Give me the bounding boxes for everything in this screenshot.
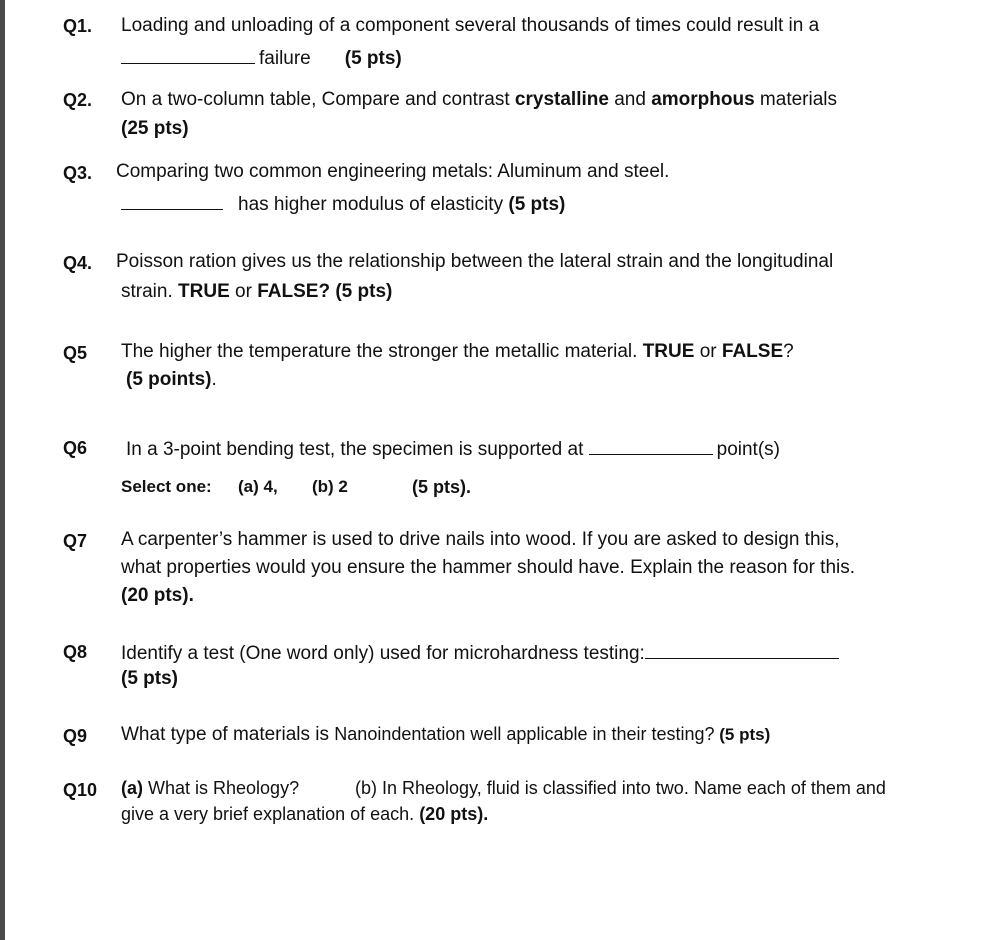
q2-text-b: and	[608, 89, 652, 110]
q6-option-b[interactable]: (b) 2	[312, 477, 348, 496]
q10-line2	[121, 804, 488, 825]
q5-false: FALSE	[721, 341, 784, 362]
q5-number: Q5	[63, 343, 88, 363]
q5-text-main: The higher the temperature the stronger the metallic material.	[121, 341, 643, 362]
q9-text	[121, 724, 770, 746]
q8-text	[121, 640, 839, 665]
q10-a-label: (a)	[121, 778, 143, 798]
q4-points: ? (5 pts)	[318, 281, 393, 302]
q10-part-a	[121, 778, 299, 799]
q3-text: Comparing two common engineering metals: Aluminum and steel.	[116, 161, 670, 182]
q1-line2	[121, 45, 402, 70]
q6-text-main: In a 3-point bending test, the specimen is supported at	[126, 439, 589, 460]
q5-period: .	[211, 369, 217, 390]
q6-points: (5 pts).	[412, 477, 472, 497]
q3-after-blank: has higher modulus of elasticity	[238, 194, 504, 215]
q6-option-a[interactable]: (a) 4,	[238, 477, 278, 496]
q7-number: Q7	[63, 531, 88, 551]
q10-a-text: What is Rheology?	[143, 778, 300, 798]
q9-number: Q9	[63, 726, 88, 746]
q6-select-label: Select one:	[121, 477, 212, 496]
q2-crystalline: crystalline	[514, 89, 609, 110]
q4-false: FALSE	[257, 281, 319, 302]
q9-text-b: Nanoindentation well applicable in their testing?	[334, 724, 715, 744]
q4-text2: strain.	[121, 281, 179, 302]
q8-text-main: Identify a test (One word only) used for microhardness testing:	[121, 643, 645, 664]
q7-points: (20 pts).	[121, 585, 194, 606]
q2-points: (25 pts)	[121, 118, 189, 139]
q6-number: Q6	[63, 438, 88, 458]
q3-line2	[121, 191, 565, 216]
q7-line1: A carpenter’s hammer is used to drive nails into wood. If you are asked to design this,	[121, 529, 840, 550]
q4-number: Q4.	[63, 253, 93, 273]
q4-or: or	[229, 281, 258, 302]
q10-number: Q10	[63, 780, 98, 800]
q1-text: Loading and unloading of a component several thousands of times could result in a	[121, 15, 820, 36]
q5-or: or	[694, 341, 722, 362]
q5-line2	[126, 369, 217, 391]
q5-qmark: ?	[783, 341, 794, 362]
q4-true: TRUE	[178, 281, 230, 302]
q2-amorphous: amorphous	[651, 89, 755, 110]
q8-answer-blank[interactable]	[645, 640, 839, 659]
q1-answer-blank[interactable]	[121, 45, 255, 64]
q10-part-b: (b) In Rheology, fluid is classified into two. Name each of them and	[355, 778, 886, 798]
q6-after-blank: point(s)	[716, 439, 780, 460]
q1-number: Q1.	[63, 16, 93, 36]
q5-true: TRUE	[642, 341, 695, 362]
q9-points: (5 pts)	[714, 725, 771, 744]
q2-text-a: On a two-column table, Compare and contrast	[121, 89, 515, 110]
q1-points: (5 pts)	[344, 48, 402, 69]
q6-answer-blank[interactable]	[589, 436, 713, 455]
q2-text	[121, 89, 837, 111]
q10-line2-text: give a very brief explanation of each.	[121, 804, 420, 824]
q9-text-a: What type of materials is	[121, 724, 335, 745]
q1-after-blank: failure	[259, 48, 311, 69]
q5-points: (5 points)	[126, 369, 212, 390]
q4-text: Poisson ration gives us the relationship between the lateral strain and the longitudinal	[116, 251, 834, 272]
q4-line2	[121, 281, 392, 303]
q8-number: Q8	[63, 642, 88, 662]
q3-answer-blank[interactable]	[121, 191, 223, 210]
q2-number: Q2.	[63, 90, 93, 110]
q3-number: Q3.	[63, 163, 93, 183]
q6-text	[126, 436, 780, 461]
q7-line2: what properties would you ensure the hammer should have. Explain the reason for this.	[121, 557, 856, 578]
window-left-edge	[0, 0, 5, 940]
q2-text-c: materials	[754, 89, 837, 110]
q3-points: (5 pts)	[508, 194, 566, 215]
q10-points: (20 pts).	[419, 804, 489, 824]
q5-text	[121, 341, 794, 363]
q8-points: (5 pts)	[121, 668, 178, 689]
